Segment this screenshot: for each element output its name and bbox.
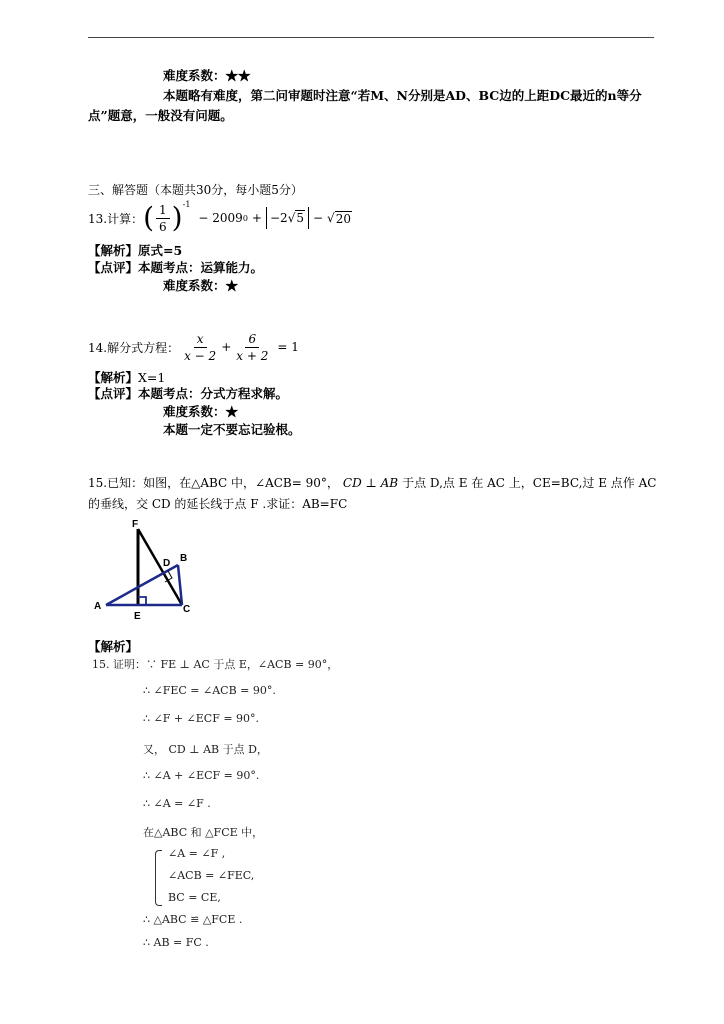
q15-line1-d: 于点 D,点 E 在 AC 上，CE=BC,过 E 点作 AC <box>402 476 657 490</box>
prev-difficulty <box>163 66 251 84</box>
q15-line1-c: CD ⊥ AB <box>342 476 399 490</box>
proof-line: 又， CD ⊥ AB 于点 D， <box>143 743 268 756</box>
q13-difficulty <box>163 276 238 294</box>
proof-line: ∠A = ∠F , <box>168 847 226 860</box>
analysis-label: 【解析】 <box>88 370 139 385</box>
q15-line1-b: ∠ACB= 90°， <box>255 476 339 490</box>
analysis-text: X=1 <box>138 370 166 385</box>
sqrt-icon: √ <box>327 211 335 225</box>
proof-line: ∴ ∠FEC = ∠ACB = 90°. <box>143 684 276 697</box>
q13-fraction <box>156 202 170 235</box>
proof-line: ∴ ∠F + ∠ECF = 90°. <box>143 712 260 725</box>
proof-line: ∴ AB = FC . <box>143 936 209 949</box>
label-a: A <box>94 601 102 612</box>
q14-fraction1 <box>181 331 219 364</box>
q14-difficulty <box>163 402 238 420</box>
frac-denominator: x − 2 <box>184 348 217 363</box>
right-paren: ) <box>171 201 183 234</box>
frac-numerator: x <box>194 331 207 348</box>
q13-prefix: 13.计算： <box>88 211 144 226</box>
q13-absolute-value <box>266 207 309 229</box>
prev-comment-line1: 本题略有难度，第二问审题时注意“若M、N分别是AD、BC边的上距DC最近的n等分 <box>163 88 642 103</box>
proof-line: BC = CE, <box>168 891 221 904</box>
q13-minus: − <box>312 211 324 225</box>
label-d: D <box>163 558 171 569</box>
q13-term2-exp: 0 <box>242 213 248 223</box>
proof-line: ∴ ∠A = ∠F . <box>143 797 211 810</box>
difficulty-label: 难度系数： <box>163 68 226 83</box>
difficulty-label: 难度系数： <box>163 278 226 293</box>
analysis-text: 原式=5 <box>138 243 183 258</box>
sqrt-icon: √ <box>287 211 296 225</box>
q13-term2: − 2009 <box>198 211 243 225</box>
q15-analysis-label: 【解析】 <box>88 639 139 654</box>
frac-numerator: 6 <box>245 331 259 348</box>
difficulty-label: 难度系数： <box>163 404 226 419</box>
label-f: F <box>132 519 139 530</box>
proof-line: 在△ABC 和 △FCE 中， <box>143 826 264 839</box>
prev-comment-line2: 点”题意，一般没有问题。 <box>88 108 233 123</box>
header-rule <box>88 37 654 38</box>
label-c: C <box>183 604 191 615</box>
q13-expression <box>88 198 352 238</box>
segment-ab <box>106 565 178 605</box>
frac-denominator: x + 2 <box>236 348 269 363</box>
q14-prefix: 14.解分式方程： <box>88 340 180 355</box>
triangle-figure <box>88 515 208 627</box>
q13-analysis <box>88 241 182 259</box>
q14-plus: + <box>221 340 232 354</box>
q13-root2: 20 <box>335 211 351 226</box>
q13-comment <box>88 258 263 276</box>
comment-label: 【点评】 <box>88 386 139 401</box>
comment-text: 本题考点：分式方程求解。 <box>138 386 289 401</box>
label-e: E <box>134 611 141 622</box>
q14-fraction2 <box>233 331 271 364</box>
q15-line2: 的垂线，交 CD 的延长线于点 F .求证：AB=FC <box>88 497 348 511</box>
proof-line: ∴ ∠A + ∠ECF = 90°. <box>143 769 260 782</box>
difficulty-stars: ★ <box>225 278 239 293</box>
q13-plus: + <box>251 211 262 225</box>
proof-line: ∠ACB = ∠FEC, <box>168 869 255 882</box>
proof-line: ∴ △ABC ≌ △FCE . <box>143 913 243 926</box>
proof-line: 15. 证明：∵ FE ⊥ AC 于点 E，∠ACB = 90°， <box>92 658 339 671</box>
abs-coef: −2 <box>269 211 288 225</box>
q14-note: 本题一定不要忘记验根。 <box>163 422 301 437</box>
frac-numerator: 1 <box>156 202 170 219</box>
comment-text: 本题考点：运算能力。 <box>138 260 264 275</box>
comment-label: 【点评】 <box>88 260 139 275</box>
section-title: 三、解答题（本题共30分，每小题5分） <box>88 183 303 197</box>
q14-comment <box>88 384 288 402</box>
q14-rhs: = 1 <box>277 340 299 354</box>
difficulty-stars: ★ <box>225 404 239 419</box>
label-b: B <box>180 553 188 564</box>
left-paren: ( <box>143 201 155 234</box>
system-brace <box>155 850 162 906</box>
frac-denominator: 6 <box>159 219 167 234</box>
abs-radicand: 5 <box>296 211 304 225</box>
analysis-label: 【解析】 <box>88 243 139 258</box>
q14-equation <box>88 328 299 366</box>
q13-exponent: -1 <box>182 200 191 209</box>
q15-line1-a: 15.已知：如图，在△ABC 中， <box>88 476 256 490</box>
difficulty-stars: ★★ <box>225 68 251 83</box>
q15-line1 <box>88 474 656 491</box>
